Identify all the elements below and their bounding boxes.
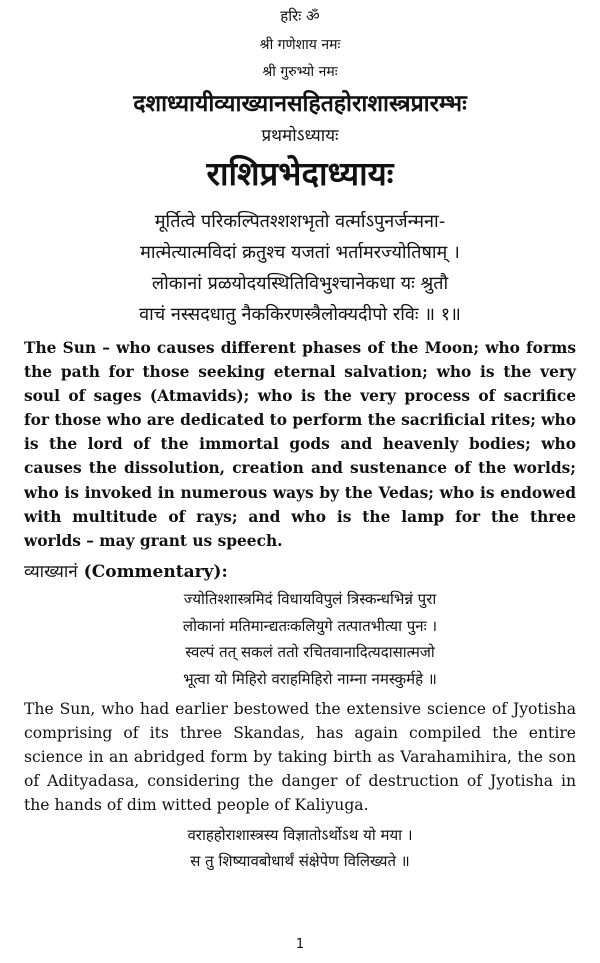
verse-line: मात्मेत्यात्मविदां क्रतुश्च यजतां भर्तामरज्योतिषाम् । <box>140 242 460 263</box>
verse-line: वाचं नस्सदधातु नैककिरणस्त्रैलोक्यदीपो रविः ॥ १॥ <box>139 304 461 325</box>
commentary-verse <box>80 586 540 692</box>
commentary-heading-sanskrit: व्याख्यानं <box>24 562 78 582</box>
verse-line: स तु शिष्यावबोधार्थं संक्षेपेण विलिख्यते ॥ <box>190 852 410 870</box>
verse-line: मूर्तित्वे परिकल्पितश्शशभृतो वर्त्माऽपुनर्जन्मना- <box>154 211 446 232</box>
commentary-verse-2 <box>110 822 490 874</box>
commentary-heading-english: (Commentary): <box>83 562 228 582</box>
commentary-heading <box>24 560 228 584</box>
verse-line: ज्योतिश्शास्त्रमिदं विधायविपुलं त्रिस्कन्धभिन्नं पुरा <box>183 590 437 608</box>
verse-line: वराहहोराशास्त्रस्य विज्ञातोऽर्थोऽथ यो मया । <box>187 826 413 844</box>
verse-line: लोकानां प्रळयोदयस्थितिविभुश्चानेकधा यः श्रुतौ <box>151 273 449 294</box>
chapter-number: प्रथमोऽध्यायः <box>261 126 339 146</box>
verse-line: लोकानां मतिमान्द्यतःकलियुगे तत्पातभीत्या पुनः । <box>182 616 438 635</box>
invocation-ganesha: श्री गणेशाय नमः <box>259 37 341 53</box>
commentary-translation: The Sun, who had earlier bestowed the extensive science of Jyotisha comprising of its three Skandas, has again compiled the entire science in an abridged form by taking birth as Varahamihira, the son of Adityadasa, considering the danger of destruction of Jyotisha in the hands of dim witted people of Kaliyuga. <box>24 700 576 814</box>
page-number: 1 <box>295 937 305 952</box>
english-translation-1: The Sun – who causes different phases of the Moon; who forms the path for those seeking eternal salvation; who is the very soul of sages (Atmavids); who is the very process of sacrifice for those who are dedicated to perform the sacrificial rites; who is the lord of the immortal gods and heavenly bodies; who causes the dissolution, creation and sustenance of the worlds; who is invoked in numerous ways by the Vedas; who is endowed with multitude of rays; and who is the lamp for the three worlds – may grant us speech. <box>24 339 576 550</box>
invocation-hari-om: हरिः ॐ <box>280 7 320 25</box>
invocation-guru: श्री गुरुभ्यो नमः <box>262 64 338 80</box>
verse-line: भूत्वा यो मिहिरो वराहमिहिरो नाम्ना नमस्कुर्महे ॥ <box>183 669 437 688</box>
book-title: दशाध्यायीव्याख्यानसहितहोराशास्त्रप्रारम्भः <box>133 91 467 117</box>
sanskrit-verse-1 <box>40 206 560 330</box>
verse-line: स्वल्पं तत् सकलं ततो रचितवानादित्यदासात्मजो <box>185 643 435 661</box>
chapter-title: राशिप्रभेदाध्यायः <box>206 154 394 193</box>
